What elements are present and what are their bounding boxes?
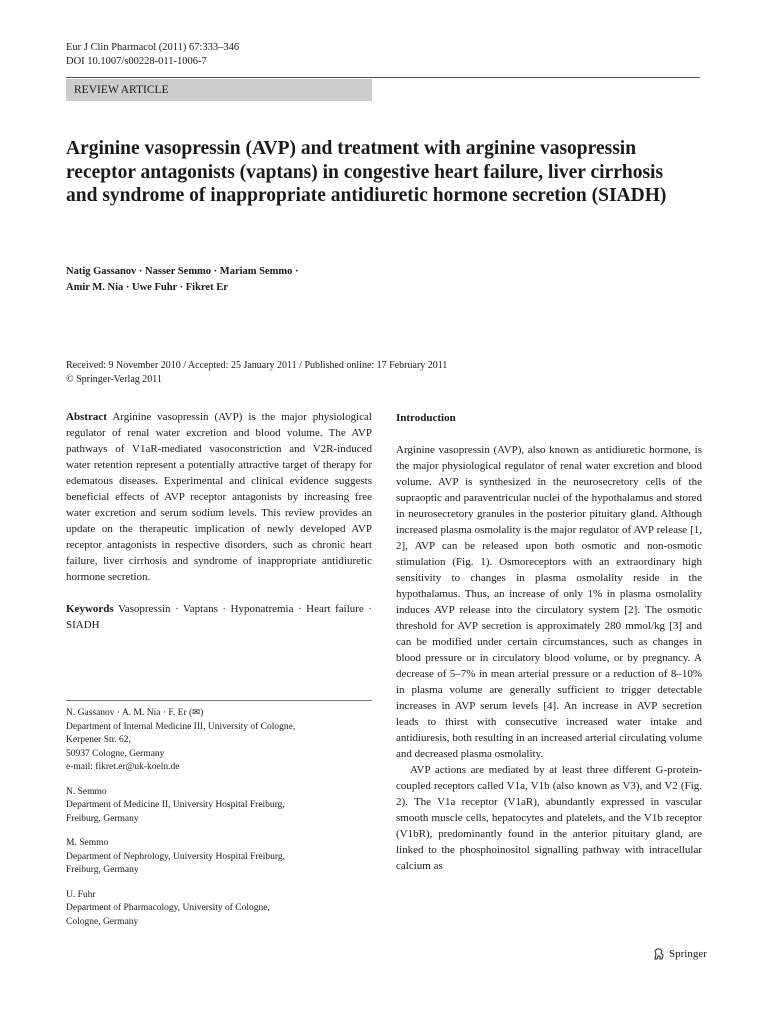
affiliation-block — [66, 707, 376, 775]
affiliation-line: U. Fuhr — [66, 889, 96, 900]
intro-paragraph: Arginine vasopressin (AVP), also known as antidiuretic hormone, is the major physiological regulator of renal water excretion and blood volume. AVP is synthesized in the neurosecretory cells of the supraoptic and paraventricular nuclei of the hypothalamus and stored in neurosecretory granules in the posterior pituitary gland. Although increased plasma osmolality is the major regulator of AVP release [1, 2], AVP can be released upon both osmotic and non-osmotic stimulation (Fig. 1). Osmoreceptors with an extraordinary high sensitivity to changes in plasma osmolality reside in the hypothalamus. Thus, an increase of only 1% in plasma osmolality induces AVP release into the circulatory system [2]. The osmotic threshold for AVP secretion is approximately 280 mmol/kg [3] and can be modified under certain circumstances, such as changes in blood pressure or in circulatory blood volume, or by pregnancy. A decrease of 5–7% in mean arterial pressure or a reduction of 8–10% in plasma volume are generally sufficient to trigger detectable increases in AVP serum levels [4]. An increase in AVP secretion leads to thirst with consecutive increased water intake and antidiuresis, both resulting in an increased arterial circulating volume and decreased plasma osmolality. — [396, 444, 702, 760]
affiliation-block — [66, 837, 376, 878]
springer-horse-icon — [652, 947, 666, 961]
affiliation-line: N. Gassanov · A. M. Nia · F. Er (✉) — [66, 708, 204, 718]
section-badge: REVIEW ARTICLE — [66, 79, 372, 101]
keywords — [66, 601, 372, 633]
author-line: Natig Gassanov · Nasser Semmo · Mariam Semmo · — [66, 266, 299, 277]
keywords-text: Vasopressin · Vaptans · Hyponatremia · Heart failure · SIADH — [66, 603, 372, 631]
affiliation-line: Freiburg, Germany — [66, 813, 139, 824]
affiliation-line: Freiburg, Germany — [66, 865, 139, 875]
publisher-logo — [652, 946, 707, 962]
copyright-line: © Springer-Verlag 2011 — [66, 374, 162, 385]
journal-line: Eur J Clin Pharmacol (2011) 67:333–346 — [66, 42, 240, 53]
journal-citation — [66, 41, 239, 69]
affiliation-line: Department of Medicine II, University Hospital Freiburg, — [66, 800, 285, 810]
email-line[interactable]: e-mail: fikret.er@uk-koeln.de — [66, 762, 180, 772]
left-column — [66, 409, 372, 633]
publisher-name: Springer — [669, 948, 707, 960]
affiliations — [66, 707, 376, 940]
affiliation-line: M. Semmo — [66, 838, 109, 848]
section-heading: Introduction — [396, 412, 456, 424]
intro-paragraph: AVP actions are mediated by at least three different G-protein-coupled receptors called V1a, V1b (also known as V3), and V2 (Fig. 2). The V1a receptor (V1aR), abundantly expressed in vascular smooth muscle cells, hepatocytes and platelets, and the V1b receptor (V1bR), predominantly found in the anterior pituitary gland, are linked to the phosphoinositol signalling pathway with intracellular calcium as — [396, 764, 702, 872]
affiliation-line: Department of Pharmacology, University of Cologne, — [66, 903, 270, 913]
affiliation-line: N. Semmo — [66, 786, 107, 797]
keywords-label: Keywords — [66, 603, 114, 615]
affiliation-block — [66, 889, 376, 930]
affiliation-block — [66, 786, 376, 827]
right-column — [396, 410, 702, 874]
affiliation-line: Department of Nephrology, University Hospital Freiburg, — [66, 851, 285, 862]
article-title: Arginine vasopressin (AVP) and treatment with arginine vasopressin receptor antagonists (vaptans) in congestive heart failure, liver cirrhosis and syndrome of inappropriate antidiuretic hormone secretion (SIADH) — [66, 138, 667, 206]
author-list — [66, 264, 466, 296]
affiliation-line: Cologne, Germany — [66, 916, 139, 927]
abstract-text: Arginine vasopressin (AVP) is the major physiological regulator of renal water excretion and blood volume. The AVP pathways of V1aR-mediated vasoconstriction and V2R-induced water retention represent a potentially attractive target of therapy for edematous diseases. Experimental and clinical evidence suggests beneficial effects of AVP receptor antagonists by increasing free water excretion and serum sodium levels. This review provides an update on the therapeutic implication of newly developed AVP receptor antagonists in respective disorders, such as chronic heart failure, liver cirrhosis and syndrome of inappropriate antidiuretic hormone secretion. — [66, 411, 372, 583]
abstract-label: Abstract — [66, 411, 107, 423]
abstract — [66, 409, 372, 585]
header-rule — [66, 77, 700, 78]
affiliation-rule — [66, 700, 372, 701]
doi-line: DOI 10.1007/s00228-011-1006-7 — [66, 56, 207, 67]
date-history: Received: 9 November 2010 / Accepted: 25 January 2011 / Published online: 17 February 2011 — [66, 360, 448, 371]
affiliation-line: Department of Internal Medicine III, University of Cologne, — [66, 721, 296, 732]
affiliation-line: 50937 Cologne, Germany — [66, 748, 165, 759]
author-line: Amir M. Nia · Uwe Fuhr · Fikret Er — [66, 282, 228, 293]
publication-history — [66, 359, 706, 387]
affiliation-line: Kerpener Str. 62, — [66, 735, 131, 745]
